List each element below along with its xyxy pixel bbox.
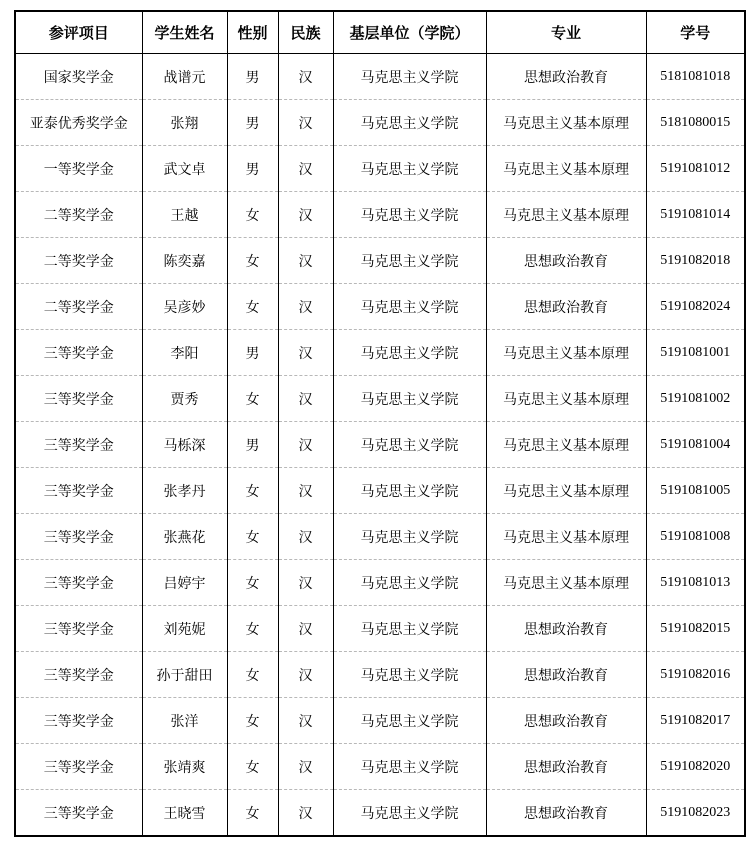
table-cell: 汉 — [278, 468, 333, 514]
table-row — [15, 284, 745, 330]
header-row — [15, 11, 745, 54]
table-cell: 女 — [227, 284, 278, 330]
table-cell: 5191081014 — [646, 192, 745, 238]
table-cell: 马克思主义基本原理 — [486, 100, 646, 146]
column-header: 学号 — [646, 11, 745, 54]
table-cell: 思想政治教育 — [486, 698, 646, 744]
table-row — [15, 238, 745, 284]
table-cell: 女 — [227, 192, 278, 238]
table-cell: 贾秀 — [142, 376, 227, 422]
table-cell: 女 — [227, 744, 278, 790]
table-cell: 三等奖学金 — [15, 330, 142, 376]
table-cell: 女 — [227, 468, 278, 514]
table-cell: 5191082023 — [646, 790, 745, 837]
table-row — [15, 192, 745, 238]
table-cell: 马克思主义基本原理 — [486, 146, 646, 192]
scholarship-roster-table — [14, 10, 746, 837]
table-cell: 5191081013 — [646, 560, 745, 606]
column-header: 基层单位（学院） — [333, 11, 486, 54]
table-cell: 汉 — [278, 698, 333, 744]
table-cell: 思想政治教育 — [486, 238, 646, 284]
table-cell: 马克思主义基本原理 — [486, 468, 646, 514]
table-cell: 三等奖学金 — [15, 560, 142, 606]
table-cell: 二等奖学金 — [15, 284, 142, 330]
table-cell: 王晓雪 — [142, 790, 227, 837]
table-cell: 吴彦妙 — [142, 284, 227, 330]
table-cell: 三等奖学金 — [15, 698, 142, 744]
table-cell: 汉 — [278, 146, 333, 192]
table-cell: 女 — [227, 376, 278, 422]
table-cell: 汉 — [278, 54, 333, 100]
table-cell: 武文卓 — [142, 146, 227, 192]
table-cell: 思想政治教育 — [486, 606, 646, 652]
table-cell: 汉 — [278, 790, 333, 837]
table-cell: 男 — [227, 100, 278, 146]
table-cell: 孙于甜田 — [142, 652, 227, 698]
table-cell: 5191081012 — [646, 146, 745, 192]
table-cell: 思想政治教育 — [486, 744, 646, 790]
column-header: 民族 — [278, 11, 333, 54]
table-row — [15, 100, 745, 146]
table-cell: 男 — [227, 422, 278, 468]
table-cell: 5191082024 — [646, 284, 745, 330]
table-cell: 5191082018 — [646, 238, 745, 284]
table-cell: 马克思主义学院 — [333, 514, 486, 560]
table-cell: 5191082015 — [646, 606, 745, 652]
table-cell: 女 — [227, 698, 278, 744]
table-cell: 马克思主义学院 — [333, 790, 486, 837]
table-cell: 男 — [227, 146, 278, 192]
table-cell: 女 — [227, 514, 278, 560]
table-cell: 马克思主义基本原理 — [486, 514, 646, 560]
table-cell: 王越 — [142, 192, 227, 238]
table-cell: 汉 — [278, 422, 333, 468]
table-cell: 马克思主义学院 — [333, 698, 486, 744]
table-cell: 男 — [227, 54, 278, 100]
table-cell: 女 — [227, 790, 278, 837]
table-cell: 汉 — [278, 330, 333, 376]
table-row — [15, 330, 745, 376]
table-cell: 5191082020 — [646, 744, 745, 790]
table-cell: 汉 — [278, 376, 333, 422]
table-cell: 汉 — [278, 606, 333, 652]
table-cell: 马栎深 — [142, 422, 227, 468]
table-cell: 马克思主义基本原理 — [486, 560, 646, 606]
table-cell: 马克思主义学院 — [333, 652, 486, 698]
table-cell: 张洋 — [142, 698, 227, 744]
table-row — [15, 790, 745, 837]
table-cell: 一等奖学金 — [15, 146, 142, 192]
table-cell: 国家奖学金 — [43, 70, 114, 86]
column-header: 性别 — [227, 11, 278, 54]
table-cell: 思想政治教育 — [486, 54, 646, 100]
table-cell: 汉 — [278, 514, 333, 560]
table-cell: 三等奖学金 — [15, 468, 142, 514]
table-cell: 三等奖学金 — [15, 422, 142, 468]
table-row — [15, 606, 745, 652]
table-cell: 三等奖学金 — [15, 514, 142, 560]
table-cell: 马克思主义基本原理 — [486, 330, 646, 376]
table-cell: 5191082016 — [646, 652, 745, 698]
table-cell: 汉 — [278, 192, 333, 238]
table-row — [15, 744, 745, 790]
table-cell: 5191081001 — [646, 330, 745, 376]
table-cell: 5181081018 — [646, 54, 745, 100]
table-cell: 思想政治教育 — [486, 652, 646, 698]
table-cell: 汉 — [278, 560, 333, 606]
table-cell: 女 — [227, 652, 278, 698]
table-cell: 张燕花 — [142, 514, 227, 560]
table-cell: 马克思主义学院 — [333, 560, 486, 606]
table-cell: 5191081005 — [646, 468, 745, 514]
table-cell: 男 — [227, 330, 278, 376]
table-cell: 亚泰优秀奖学金 — [15, 100, 142, 146]
table-cell: 李阳 — [142, 330, 227, 376]
table-cell: 三等奖学金 — [15, 606, 142, 652]
table-cell: 马克思主义学院 — [333, 192, 486, 238]
table-cell: 三等奖学金 — [15, 652, 142, 698]
table-cell: 马克思主义基本原理 — [486, 192, 646, 238]
table-cell: 5191081004 — [646, 422, 745, 468]
table-cell: 马克思主义学院 — [333, 54, 486, 100]
table-cell: 张靖爽 — [142, 744, 227, 790]
table-cell: 思想政治教育 — [486, 284, 646, 330]
table-cell: 汉 — [278, 744, 333, 790]
table-cell: 马克思主义基本原理 — [486, 376, 646, 422]
table-cell: 汉 — [278, 100, 333, 146]
scholarship-table-container — [14, 10, 746, 837]
table-cell: 马克思主义学院 — [333, 238, 486, 284]
table-cell: 三等奖学金 — [15, 744, 142, 790]
table-cell: 5191082017 — [646, 698, 745, 744]
table-cell: 5191081002 — [646, 376, 745, 422]
table-cell: 马克思主义学院 — [333, 146, 486, 192]
table-cell: 马克思主义学院 — [333, 606, 486, 652]
table-cell: 张孝丹 — [142, 468, 227, 514]
table-row — [15, 422, 745, 468]
table-cell: 战谱元 — [142, 54, 227, 100]
column-header: 学生姓名 — [142, 11, 227, 54]
table-row — [15, 376, 745, 422]
table-body — [15, 54, 745, 837]
table-cell: 陈奕嘉 — [142, 238, 227, 284]
table-cell: 汉 — [278, 284, 333, 330]
table-cell: 三等奖学金 — [15, 376, 142, 422]
table-cell: 5181080015 — [646, 100, 745, 146]
table-cell: 马克思主义学院 — [333, 100, 486, 146]
table-cell: 女 — [227, 606, 278, 652]
table-cell: 张翔 — [142, 100, 227, 146]
table-row — [15, 146, 745, 192]
table-cell: 汉 — [278, 652, 333, 698]
column-header: 专业 — [486, 11, 646, 54]
table-row — [15, 468, 745, 514]
table-row — [15, 514, 745, 560]
table-cell: 刘苑妮 — [142, 606, 227, 652]
table-cell: 二等奖学金 — [15, 192, 142, 238]
table-row — [15, 54, 745, 100]
table-row — [15, 652, 745, 698]
table-cell: 马克思主义学院 — [333, 744, 486, 790]
table-cell: 思想政治教育 — [486, 790, 646, 837]
table-cell: 马克思主义学院 — [333, 376, 486, 422]
table-cell: 二等奖学金 — [15, 238, 142, 284]
table-cell: 马克思主义基本原理 — [486, 422, 646, 468]
table-row — [15, 560, 745, 606]
table-row — [15, 698, 745, 744]
table-cell: 马克思主义学院 — [333, 468, 486, 514]
column-header: 参评项目 — [15, 11, 142, 54]
table-cell: 5191081008 — [646, 514, 745, 560]
table-cell: 三等奖学金 — [15, 790, 142, 837]
table-cell: 马克思主义学院 — [333, 422, 486, 468]
table-cell: 马克思主义学院 — [333, 330, 486, 376]
table-cell: 吕婷宇 — [142, 560, 227, 606]
table-cell: 女 — [227, 238, 278, 284]
table-cell: 汉 — [278, 238, 333, 284]
table-cell: 马克思主义学院 — [333, 284, 486, 330]
table-cell: 女 — [227, 560, 278, 606]
